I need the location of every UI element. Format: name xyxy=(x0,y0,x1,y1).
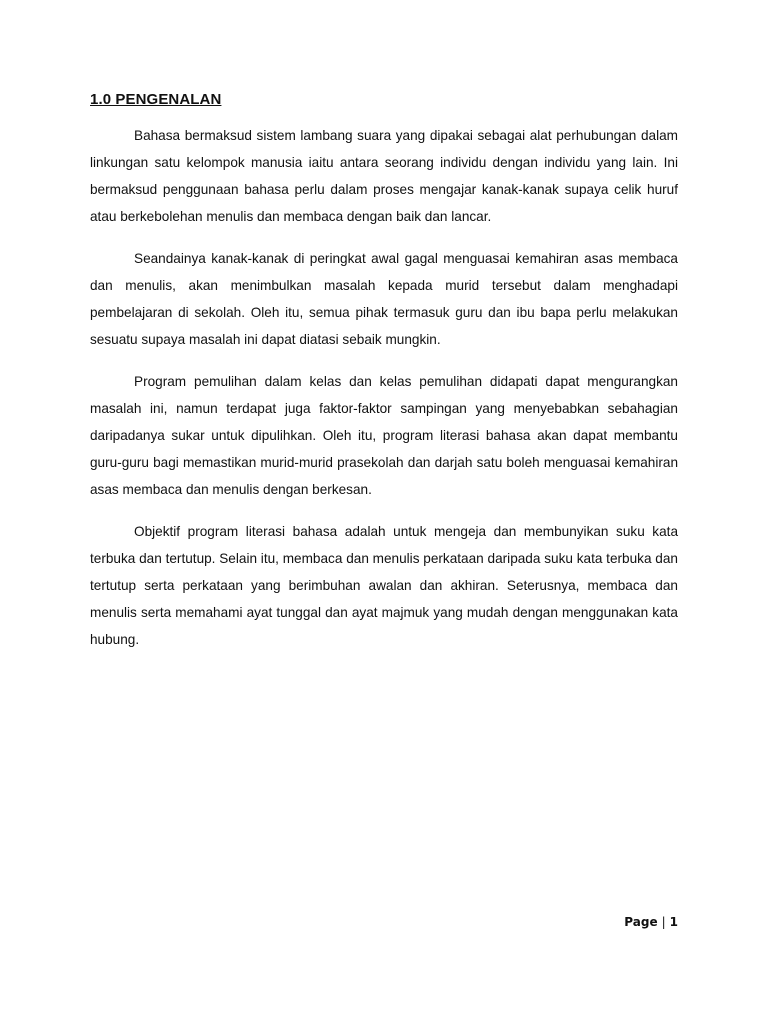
document-body xyxy=(90,88,678,668)
paragraph-4: Objektif program literasi bahasa adalah untuk mengeja dan membunyikan suku kata terbuka dan tertutup. Selain itu, membaca dan menulis perkataan daripada suku kata terbuka dan tertutup serta perkataan yang berimbuhan awalan dan akhiran. Seterusnya, membaca dan menulis serta memahami ayat tunggal dan ayat majmuk yang mudah dengan menggunakan kata hubung. xyxy=(90,524,678,647)
paragraph-1: Bahasa bermaksud sistem lambang suara yang dipakai sebagai alat perhubungan dalam linkungan satu kelompok manusia iaitu antara seorang individu dengan individu yang lain. Ini bermaksud penggunaan bahasa perlu dalam proses mengajar kanak-kanak supaya celik huruf atau berkebolehan menulis dan membaca dengan baik dan lancar. xyxy=(90,128,678,224)
page-separator: | xyxy=(661,915,666,929)
page-footer xyxy=(624,912,678,932)
page-number: 1 xyxy=(669,915,678,929)
section-heading: 1.0 PENGENALAN xyxy=(90,91,222,108)
page-label: Page xyxy=(624,915,658,929)
paragraph-3: Program pemulihan dalam kelas dan kelas pemulihan didapati dapat mengurangkan masalah ini, namun terdapat juga faktor-faktor sampingan yang menyebabkan sebahagian daripadanya sukar untuk dipulihkan. Oleh itu, program literasi bahasa akan dapat membantu guru-guru bagi memastikan murid-murid prasekolah dan darjah satu boleh menguasai kemahiran asas membaca dan menulis dengan berkesan. xyxy=(90,374,678,497)
paragraph-2: Seandainya kanak-kanak di peringkat awal gagal menguasai kemahiran asas membaca dan menulis, akan menimbulkan masalah kepada murid tersebut dalam menghadapi pembelajaran di sekolah. Oleh itu, semua pihak termasuk guru dan ibu bapa perlu melakukan sesuatu supaya masalah ini dapat diatasi sebaik mungkin. xyxy=(90,251,678,347)
